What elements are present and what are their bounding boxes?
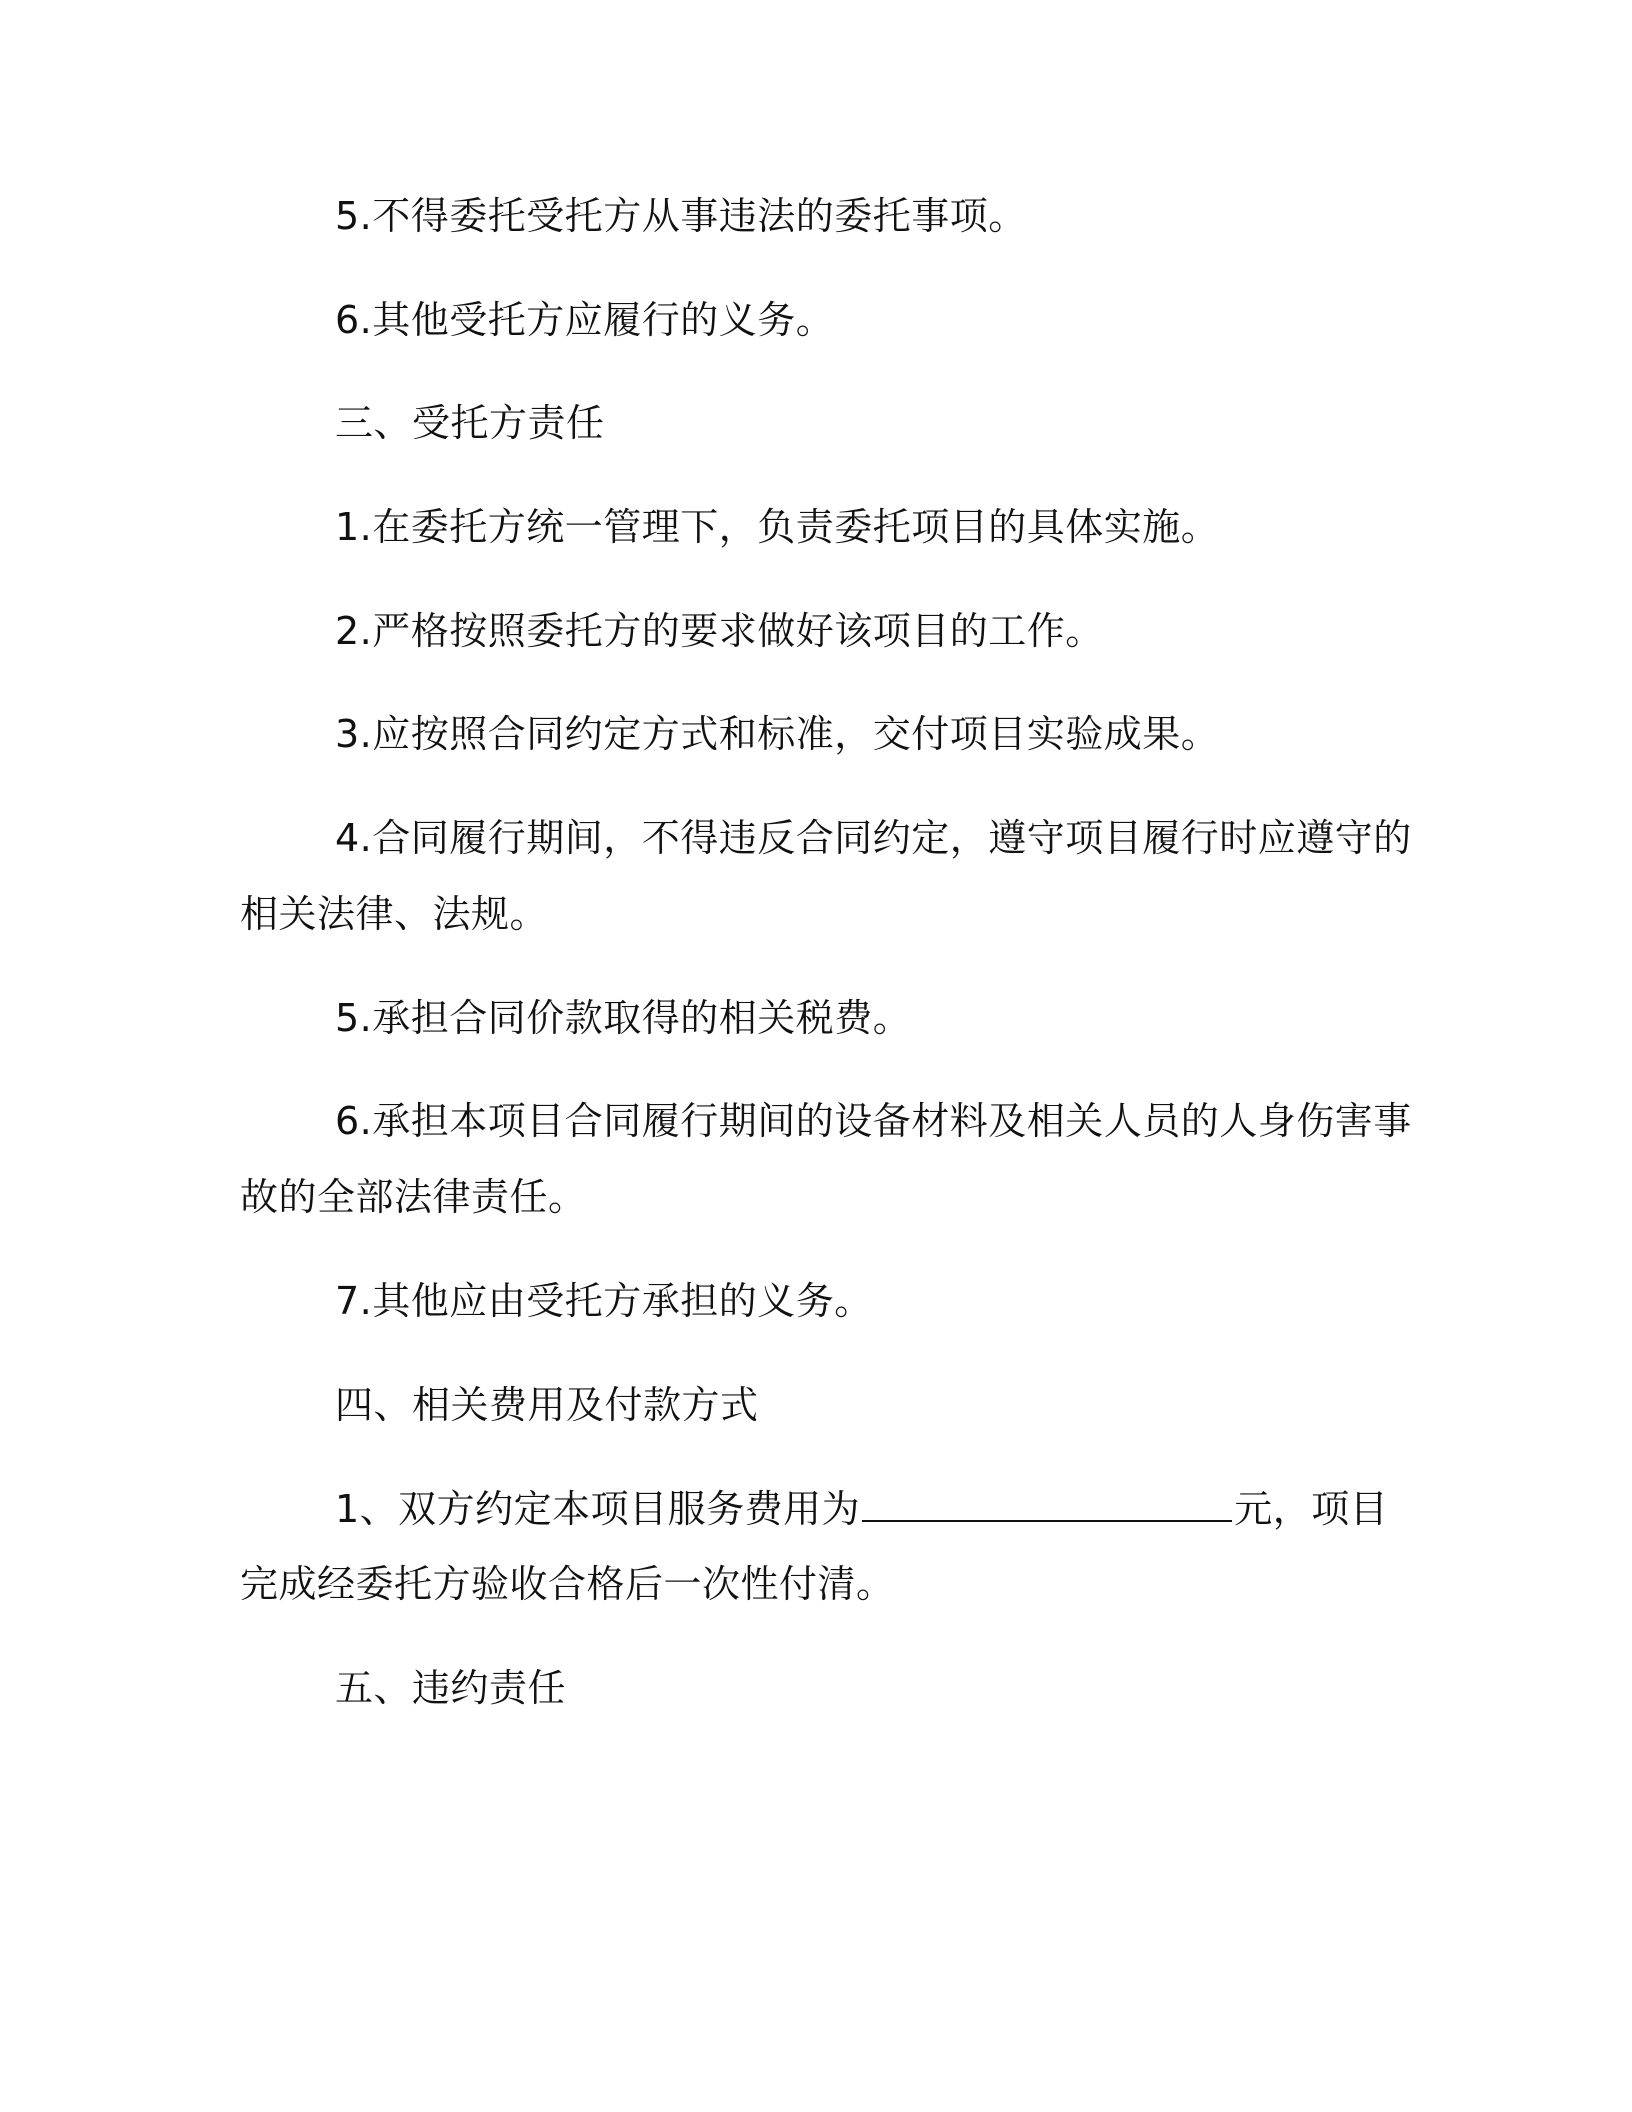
- paragraph-continuation: 故的全部法律责任。: [240, 1175, 587, 1219]
- paragraph-continuation: 相关法律、法规。: [240, 892, 549, 936]
- paragraph-line: 3.应按照合同约定方式和标准，交付项目实验成果。: [335, 712, 1220, 756]
- section-heading: 四、相关费用及付款方式: [335, 1383, 759, 1427]
- fee-clause-line: [335, 1480, 1389, 1537]
- fee-amount-blank: [862, 1480, 1232, 1522]
- paragraph-line: 6.承担本项目合同履行期间的设备材料及相关人员的人身伤害事: [335, 1099, 1412, 1143]
- fee-clause-suffix: 元，项目: [1234, 1487, 1389, 1531]
- section-heading: 三、受托方责任: [335, 401, 605, 445]
- paragraph-continuation: 完成经委托方验收合格后一次性付清。: [240, 1562, 895, 1606]
- paragraph-line: 7.其他应由受托方承担的义务。: [335, 1279, 873, 1323]
- paragraph-line: 2.严格按照委托方的要求做好该项目的工作。: [335, 609, 1104, 653]
- paragraph-line: 5.承担合同价款取得的相关税费。: [335, 996, 912, 1040]
- paragraph-line: 5.不得委托受托方从事违法的委托事项。: [335, 194, 1027, 238]
- paragraph-line: 6.其他受托方应履行的义务。: [335, 298, 835, 342]
- section-heading: 五、违约责任: [335, 1666, 567, 1710]
- paragraph-line: 1.在委托方统一管理下，负责委托项目的具体实施。: [335, 505, 1220, 549]
- paragraph-line: 4.合同履行期间，不得违反合同约定，遵守项目履行时应遵守的: [335, 816, 1412, 860]
- fee-clause-prefix: 1、双方约定本项目服务费用为: [335, 1487, 861, 1531]
